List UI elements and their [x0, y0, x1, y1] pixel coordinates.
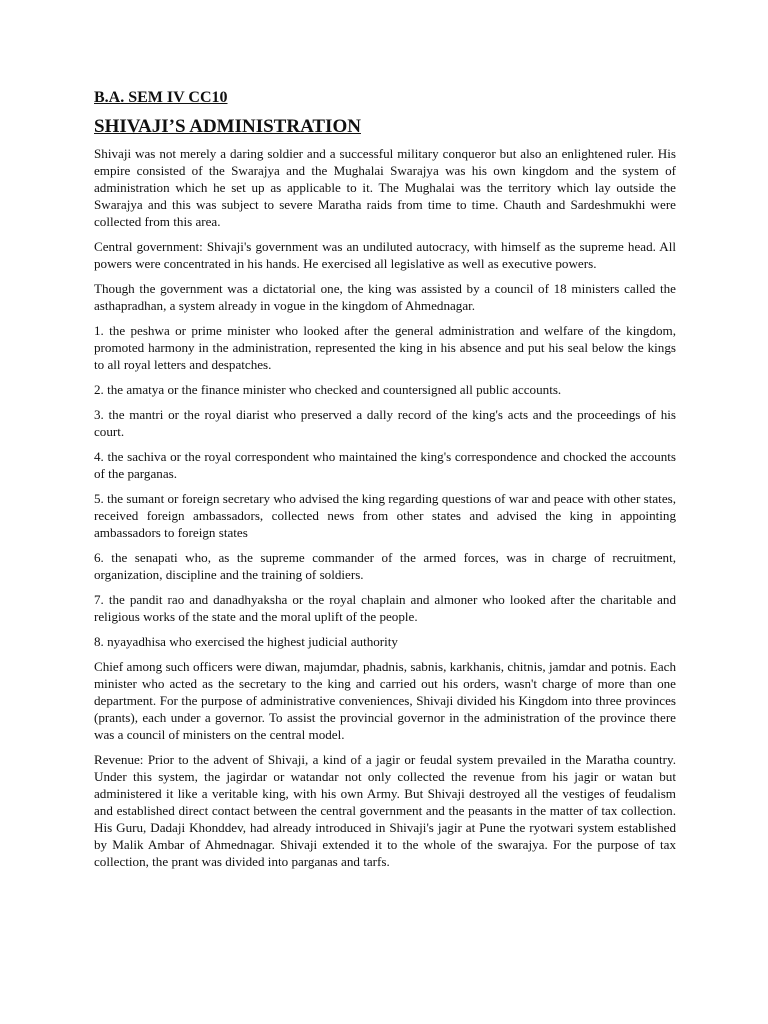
- paragraph-officers: Chief among such officers were diwan, majumdar, phadnis, sabnis, karkhanis, chitnis, jamdar and potnis. Each minister who acted as the secretary to the king and carried out his orders, wasn't charge of more than one department. For the purpose of administrative conveniences, Shivaji divided his Kingdom into three provinces (prants), each under a governor. To assist the provincial governor in the administration of the province there was a council of ministers on the central model.: [94, 659, 676, 742]
- document-title: SHIVAJI’S ADMINISTRATION: [94, 116, 361, 137]
- paragraph-intro: Shivaji was not merely a daring soldier and a successful military conqueror but also an enlightened ruler. His empire consisted of the Swarajya and the Mughalai Swarajya was his own kingdom and the system of administration which he set up as applicable to it. The Mughalai was the territory which lay outside the Swarajya and this was subject to severe Maratha raids from time to time. Chauth and Sardeshmukhi were collected from this area.: [94, 146, 676, 229]
- paragraph-sachiva: 4. the sachiva or the royal correspondent who maintained the king's correspondence and chocked the accounts of the parganas.: [94, 449, 676, 481]
- document-page: [94, 88, 676, 878]
- paragraph-revenue: Revenue: Prior to the advent of Shivaji, a kind of a jagir or feudal system prevailed in the Maratha country. Under this system, the jagirdar or watandar not only collected the revenue from his jagir or watan but administered it like a veritable king, with his own Army. But Shivaji destroyed all the vestiges of feudalism and established direct contact between the central government and the peasants in the matter of tax collection. His Guru, Dadaji Khonddev, had already introduced in Shivaji's jagir at Pune the ryotwari system established by Malik Ambar of Ahmednagar. Shivaji extended it to the whole of the swarajya. For the purpose of tax collection, the prant was divided into parganas and tarfs.: [94, 752, 676, 869]
- course-heading: B.A. SEM IV CC10: [94, 89, 228, 106]
- paragraph-senapati: 6. the senapati who, as the supreme commander of the armed forces, was in charge of recruitment, organization, discipline and the training of soldiers.: [94, 550, 676, 582]
- paragraph-central-government: Central government: Shivaji's government was an undiluted autocracy, with himself as the supreme head. All powers were concentrated in his hands. He exercised all legislative as well as executive powers.: [94, 239, 676, 271]
- paragraph-council: Though the government was a dictatorial one, the king was assisted by a council of 18 ministers called the asthapradhan, a system already in vogue in the kingdom of Ahmednagar.: [94, 281, 676, 313]
- paragraph-nyayadhisa: 8. nyayadhisa who exercised the highest judicial authority: [94, 634, 398, 649]
- paragraph-peshwa: 1. the peshwa or prime minister who looked after the general administration and welfare of the kingdom, promoted harmony in the administration, represented the king in his absence and put his seal below the kings to all royal letters and despatches.: [94, 323, 676, 372]
- paragraph-amatya: 2. the amatya or the finance minister who checked and countersigned all public accounts.: [94, 382, 562, 397]
- paragraph-pandit-rao: 7. the pandit rao and danadhyaksha or the royal chaplain and almoner who looked after the charitable and religious works of the state and the moral uplift of the people.: [94, 592, 676, 624]
- paragraph-sumant: 5. the sumant or foreign secretary who advised the king regarding questions of war and peace with other states, received foreign ambassadors, collected news from other states and advised the king in appointing ambassadors to foreign states: [94, 491, 676, 540]
- paragraph-mantri: 3. the mantri or the royal diarist who preserved a dally record of the king's acts and the proceedings of his court.: [94, 407, 676, 439]
